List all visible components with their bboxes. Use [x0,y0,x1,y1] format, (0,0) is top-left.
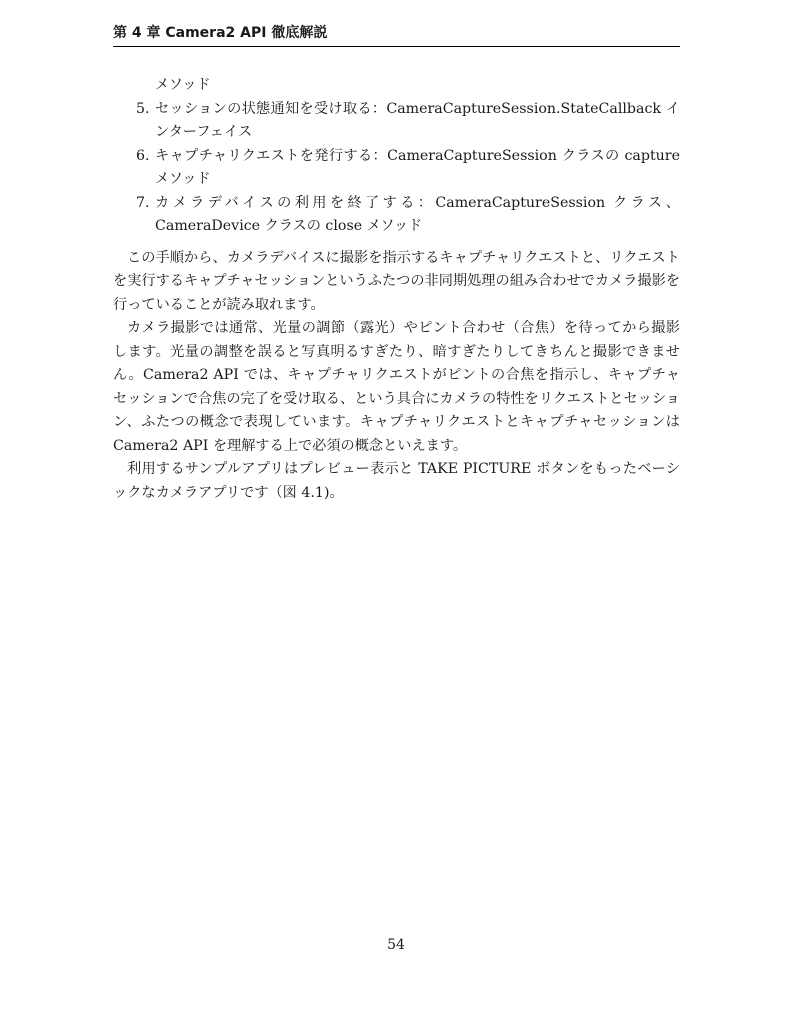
list-continuation-text: メソッド [155,77,211,93]
list-item-text: セッションの状態通知を受け取る：CameraCaptureSession.StateCallback インターフェイス [155,100,680,140]
list-item [113,192,680,239]
spacer [113,239,680,247]
body-paragraph: カメラ撮影では通常、光量の調節（露光）やピント合わせ（合焦）を待ってから撮影します。光量の調整を誤ると写真明るすぎたり、暗すぎたりしてきちんと撮影できません。Camera2 API では、キャプチャリクエストがピントの合焦を指示し、キャプチャセッションで合焦の完了を受け取る、という具合にカメラの特性をリクエストとセッション、ふたつの概念で表現しています。キャプチャリクエストとキャプチャセッションは Camera2 API を理解する上で必須の概念といえます。 [113,320,680,454]
body-paragraph: 利用するサンプルアプリはプレビュー表示と TAKE PICTURE ボタンをもったベーシックなカメラアプリです（図 4.1)。 [113,461,680,501]
list-item [113,145,680,192]
page-number: 54 [387,937,405,953]
list-item [113,98,680,145]
procedure-list [113,98,680,239]
page-body [113,74,680,505]
list-item-number: 5. [136,100,150,117]
body-paragraph: この手順から、カメラデバイスに撮影を指示するキャプチャリクエストと、リクエストを実行するキャプチャセッションというふたつの非同期処理の組み合わせでカメラ撮影を行っていることが読み取れます。 [113,249,680,313]
list-item-number: 6. [136,147,150,164]
list-item-text: カメラデバイスの利用を終了する：CameraCaptureSession クラス、CameraDevice クラスの close メソッド [155,194,680,234]
list-item-number: 7. [136,194,150,211]
list-item-text: キャプチャリクエストを発行する：CameraCaptureSession クラスの capture メソッド [155,147,680,187]
chapter-title: 第 4 章 Camera2 API 徹底解説 [113,25,328,41]
running-header [113,22,680,47]
